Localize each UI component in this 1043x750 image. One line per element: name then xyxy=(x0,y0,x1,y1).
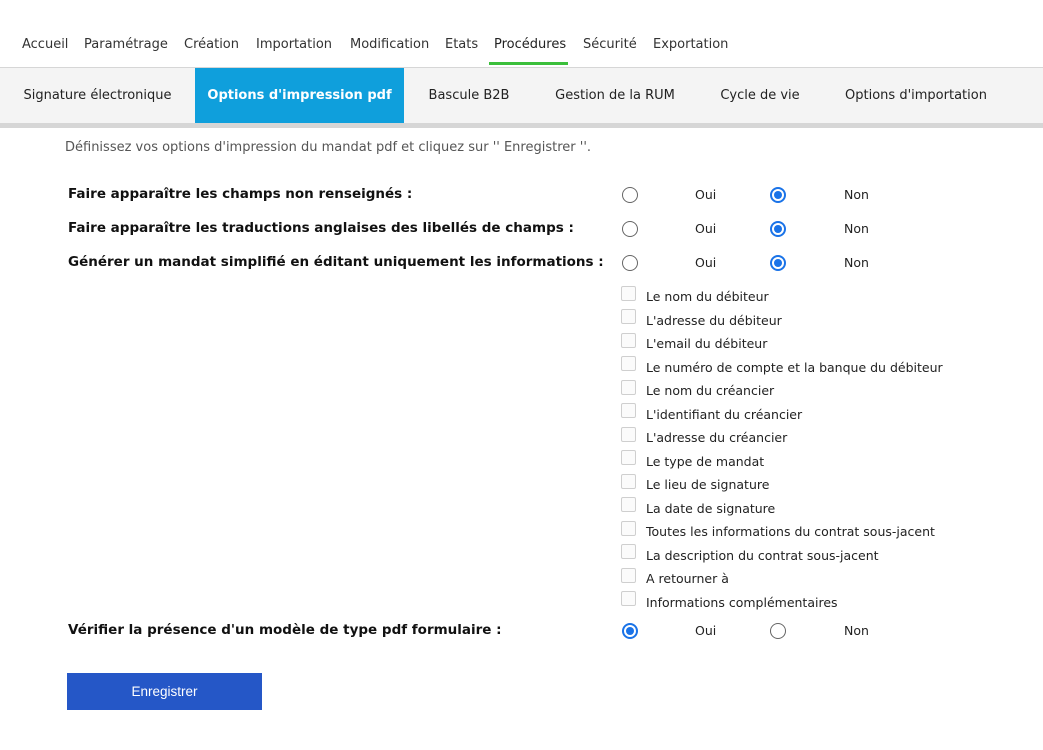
radio-q3-non-label: Non xyxy=(844,255,869,270)
tabs-divider xyxy=(0,123,1043,128)
question-mandat-simplifie: Générer un mandat simplifié en éditant uniquement les informations : xyxy=(68,254,604,270)
checkbox-label: Le numéro de compte et la banque du débiteur xyxy=(646,360,943,375)
nav-securite[interactable]: Sécurité xyxy=(583,37,637,52)
tab-bascule-b2b[interactable]: Bascule B2B xyxy=(428,88,510,103)
radio-q3-oui[interactable] xyxy=(622,255,638,271)
checkbox-label: Le nom du débiteur xyxy=(646,289,769,304)
nav-active-indicator xyxy=(489,62,568,65)
checkbox-label: La date de signature xyxy=(646,501,776,516)
save-button[interactable]: Enregistrer xyxy=(67,673,262,710)
question-champs-non-renseignes: Faire apparaître les champs non renseignés : xyxy=(68,186,413,202)
checkbox-label: L'adresse du créancier xyxy=(646,430,788,445)
checkbox-a-retourner[interactable] xyxy=(621,568,636,583)
radio-q1-oui-label: Oui xyxy=(695,187,717,202)
checkbox-label: L'identifiant du créancier xyxy=(646,407,803,422)
radio-q1-non[interactable] xyxy=(770,187,786,203)
checkbox-infos-contrat[interactable] xyxy=(621,521,636,536)
checkbox-label: La description du contrat sous-jacent xyxy=(646,548,879,563)
checkbox-label: A retourner à xyxy=(646,571,729,586)
checkbox-infos-complementaires[interactable] xyxy=(621,591,636,606)
checkbox-adresse-creancier[interactable] xyxy=(621,427,636,442)
checkbox-label: L'adresse du débiteur xyxy=(646,313,782,328)
nav-creation[interactable]: Création xyxy=(184,37,240,52)
radio-q3-non[interactable] xyxy=(770,255,786,271)
tab-options-impression-pdf[interactable]: Options d'impression pdf xyxy=(195,68,404,124)
radio-q4-oui-label: Oui xyxy=(695,623,717,638)
nav-importation[interactable]: Importation xyxy=(256,37,333,52)
checkbox-identifiant-creancier[interactable] xyxy=(621,403,636,418)
checkbox-lieu-signature[interactable] xyxy=(621,474,636,489)
nav-exportation[interactable]: Exportation xyxy=(653,37,729,52)
checkbox-type-mandat[interactable] xyxy=(621,450,636,465)
tab-cycle-de-vie[interactable]: Cycle de vie xyxy=(720,88,800,103)
checkbox-label: L'email du débiteur xyxy=(646,336,768,351)
checkbox-nom-creancier[interactable] xyxy=(621,380,636,395)
nav-procedures[interactable]: Procédures xyxy=(494,37,567,52)
nav-accueil[interactable]: Accueil xyxy=(22,37,69,52)
radio-q1-oui[interactable] xyxy=(622,187,638,203)
checkbox-label: Le lieu de signature xyxy=(646,477,770,492)
question-modele-pdf-formulaire: Vérifier la présence d'un modèle de type pdf formulaire : xyxy=(68,622,502,638)
radio-q2-non-label: Non xyxy=(844,221,869,236)
tab-options-importation[interactable]: Options d'importation xyxy=(845,88,987,103)
checkbox-description-contrat[interactable] xyxy=(621,544,636,559)
checkbox-adresse-debiteur[interactable] xyxy=(621,309,636,324)
sub-tabs xyxy=(0,67,1043,123)
radio-q1-non-label: Non xyxy=(844,187,869,202)
nav-parametrage[interactable]: Paramétrage xyxy=(84,37,168,52)
checkbox-label: Le type de mandat xyxy=(646,454,765,469)
nav-etats[interactable]: Etats xyxy=(445,37,479,52)
radio-q2-oui[interactable] xyxy=(622,221,638,237)
question-traductions-anglaises: Faire apparaître les traductions anglaises des libellés de champs : xyxy=(68,220,574,236)
checkbox-compte-banque-debiteur[interactable] xyxy=(621,356,636,371)
tab-signature-electronique[interactable]: Signature électronique xyxy=(23,88,172,103)
checkbox-nom-debiteur[interactable] xyxy=(621,286,636,301)
checkbox-label: Toutes les informations du contrat sous-jacent xyxy=(646,524,935,539)
nav-modification[interactable]: Modification xyxy=(350,37,430,52)
radio-q2-oui-label: Oui xyxy=(695,221,717,236)
checkbox-email-debiteur[interactable] xyxy=(621,333,636,348)
radio-q2-non[interactable] xyxy=(770,221,786,237)
radio-q4-oui[interactable] xyxy=(622,623,638,639)
checkbox-date-signature[interactable] xyxy=(621,497,636,512)
radio-q4-non-label: Non xyxy=(844,623,869,638)
radio-q4-non[interactable] xyxy=(770,623,786,639)
radio-q3-oui-label: Oui xyxy=(695,255,717,270)
checkbox-label: Le nom du créancier xyxy=(646,383,775,398)
tab-gestion-rum[interactable]: Gestion de la RUM xyxy=(555,88,675,103)
checkbox-label: Informations complémentaires xyxy=(646,595,838,610)
top-navigation xyxy=(0,0,1043,67)
intro-text: Définissez vos options d'impression du mandat pdf et cliquez sur '' Enregistrer ''. xyxy=(65,140,592,155)
